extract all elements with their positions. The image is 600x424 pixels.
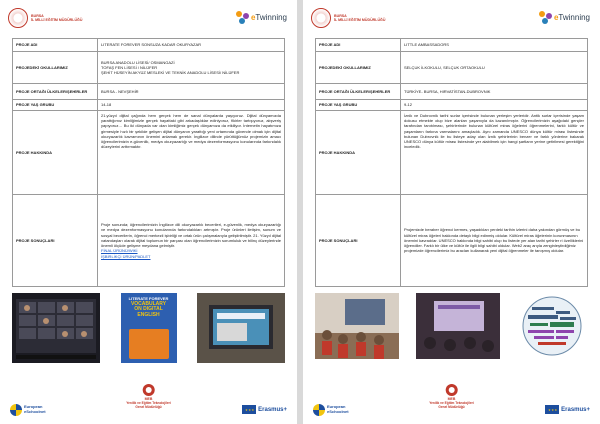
row-value (98, 195, 285, 287)
seal-icon (8, 8, 28, 28)
padlet-link[interactable]: İŞBİRLİKÇİ ÜRÜN/PADLET (101, 253, 151, 259)
eschoolnet-icon (10, 404, 22, 416)
erasmus-logo (242, 405, 287, 414)
row-label: PROJEDEKİ OKULLARIMIZ (13, 52, 98, 84)
row-label: PROJE YAŞ GRUBU (13, 100, 98, 111)
erasmus-logo (545, 405, 590, 414)
school-logo (311, 8, 385, 28)
table-row (316, 100, 588, 111)
school-logo (8, 8, 82, 28)
logo-line: BURSA (334, 13, 347, 18)
etwinning-prefix: e (553, 13, 559, 22)
page-header (8, 8, 289, 32)
poster-line: ENGLISH (137, 311, 160, 318)
meb-title: MEB (447, 397, 456, 401)
row-label: PROJE YAŞ GRUBU (316, 100, 401, 111)
photo-strip (12, 292, 285, 364)
table-row (13, 84, 285, 100)
poster-line: LITERATE FOREVER (128, 296, 169, 301)
page-header (311, 8, 592, 32)
meb-logo (429, 384, 474, 409)
table-row (316, 39, 588, 52)
row-value: BURSA - NEVŞEHİR (98, 84, 285, 100)
vocabulary-poster (121, 293, 177, 363)
table-row (13, 52, 285, 84)
row-label: PROJE ORTAĞI ÜLKELER/ŞEHİRLER (13, 84, 98, 100)
seal-icon (311, 8, 331, 28)
row-value: İznik ve Dubrovnik tarihi surlar içerisinde bulunan yerleşim yerleridir. Antik surlar içerisinde yaşam dokusu etmekte olup bize alanları yaşamıyla da kazanılmıştır. Öğrencilerimizin aşağıdaki gençler tarafından tanıtılması, şehirlerinde bulunan kültürel miras öğelerini öğrenmelerini, farklı kültür ve yaşamların farkına varmalarını amaçladık. Aynı zamanda UNESCO dünya kültür mirası listesinde bulunan Dubrovnik ile bu listeye aday olan İznik şehirlerinin benzer ve farklı yönlerine bakarak UNESCO dünya kültür mirası listesinde yer alabilmek için hangi şartların yerine getirilmesi gerektiğini inceledik. (401, 111, 588, 195)
es-line: eSchoolnet (327, 409, 349, 414)
video-call-photo (12, 293, 100, 363)
row-label: PROJEDEKİ OKULLARIMIZ (316, 52, 401, 84)
results-text: Proje sonunda; öğrencilerimizin İngilizce dili okuryazarlık becerileri, e-güvenlik, medya okuryazarlığı ve medya dezenformasyonu konularında farkındalıkları artmıştır. Proje ürünleri iletişim, sunum ve sosyal becerilerin, öğrenci merkezli işbirliği ve ortak ürün çalışmalarıyla geliştirilmiştir. 21. Yüzyıl dijital vatandaşları olarak dijital toplumun bir parçası olan öğrencilerimizin sorumluluk ve bilinç düzeylerinde önemli ölçüde gelişme meydana gelmiştir. (101, 222, 281, 249)
table-row (316, 195, 588, 287)
es-line: European (327, 404, 346, 410)
meb-icon (143, 384, 155, 396)
etwinning-icon (236, 11, 249, 24)
word-cloud-image (516, 293, 588, 363)
project-table (315, 38, 588, 287)
table-row (316, 111, 588, 195)
meb-title: MEB (144, 397, 153, 401)
wiki-link[interactable]: FİNAL ÜRÜNÜ/WIKİ (101, 248, 138, 254)
table-row (13, 195, 285, 287)
row-label: PROJE ADI (13, 39, 98, 52)
row-label: PROJE HAKKINDA (316, 111, 401, 195)
left-page (0, 0, 297, 424)
table-row (13, 100, 285, 111)
row-label: PROJE SONUÇLARI (13, 195, 98, 287)
row-value: 21.yüzyıl dijital çağında hem gerçek hem de sanal dünyalarda yaşıyoruz. Dijital dünyamızda yarattığımız kimliğimizle gerçek hayattaki gibi arkadaşlıklar ediniyoruz, fikirler tartışıyoruz, alışveriş yapıyoruz… Bu iki dünyada var olan kimliğimiz gerçek dünyamıza da etkiliyor. İnternetin hayatımıza girmesiyle hızlı bir şekilde gelişen dijital dünyanın yarattığı yeni ortamında güvende olmak için dijital okuryazarlık kavramının önemini anlamak gerekir. İngilizce dilinde yürüttüğümüz projemizin amacı öğrencilerimizin e-güvenlik, medya okuryazarlığı ve medya dezenformasyonu konularında farkındalık düzeylerini arttırmaktır. (98, 111, 285, 195)
row-value: 14-18 (98, 100, 285, 111)
logo-line: BURSA (31, 13, 44, 18)
page-footer (313, 384, 590, 418)
meb-subtitle: Genel Müdürlüğü (438, 405, 465, 409)
es-line: European (24, 404, 43, 410)
project-table (12, 38, 285, 287)
row-value: 9-12 (401, 100, 588, 111)
eu-flag-icon (545, 405, 559, 414)
row-label: PROJE SONUÇLARI (316, 195, 401, 287)
row-value: BURSA ANADOLU LİSESİ/ OSMANGAZİ TOFAŞ FEN LİSESİ / NİLÜFER ŞEHİT HÜSEYİN AKYÜZ MESLEKİ VE TEKNİK ANADOLU LİSESİ/ NİLÜFER (98, 52, 285, 84)
etwinning-logo (539, 11, 590, 24)
photo-strip (315, 292, 588, 364)
eschoolnet-icon (313, 404, 325, 416)
logo-line: İL MİLLİ EĞİTİM MÜDÜRLÜĞÜ (334, 18, 386, 22)
table-row (316, 52, 588, 84)
erasmus-text: Erasmus+ (561, 406, 590, 413)
meb-subtitle: Yenilik ve Eğitim Teknolojileri (126, 401, 171, 405)
row-value: LITTLE AMBASSADORS (401, 39, 588, 52)
erasmus-text: Erasmus+ (258, 406, 287, 413)
page-footer (10, 384, 287, 418)
table-row (13, 111, 285, 195)
meb-icon (446, 384, 458, 396)
row-label: PROJE ADI (316, 39, 401, 52)
meb-subtitle: Yenilik ve Eğitim Teknolojileri (429, 401, 474, 405)
meb-logo (126, 384, 171, 409)
etwinning-icon (539, 11, 552, 24)
poster-line: ON DIGITAL (134, 306, 163, 312)
european-schoolnet-logo (313, 404, 349, 416)
row-label: PROJE HAKKINDA (13, 111, 98, 195)
etwinning-prefix: e (250, 13, 256, 22)
row-value: TÜRKİYE- BURSA, HIRVATİSTAN-DUBROVNIK (401, 84, 588, 100)
row-label: PROJE ORTAĞI ÜLKELER/ŞEHİRLER (316, 84, 401, 100)
logo-line: İL MİLLİ EĞİTİM MÜDÜRLÜĞÜ (31, 18, 83, 22)
poster-line: VOCABULARY (130, 300, 167, 307)
table-row (316, 84, 588, 100)
table-row (13, 39, 285, 52)
es-line: eSchoolnet (24, 409, 46, 414)
projection-photo (416, 293, 500, 363)
classroom-screen-photo (197, 293, 285, 363)
row-value: SELÇUK İLKOKULU, SELÇUK ORTAOKULU (401, 52, 588, 84)
row-value: Projemizde beraber öğrenci kermes, yaşadıkları yerdeki tarihin izlerini daha yakından görmüş ve bu kültürel miras öğeleri hakkında detaylı bilgi edinmiş oldular. Kültürel miras öğelerinin korunmasının önemini kavradılar. UNESCO hakkında bilgi sahibi olup bu listede yer alan tarihi şehirler ri özelliklerini öğrendiler. Farklı bir ülke ve kültür ile ilgili bilgi sahibi oldular. Web2 araç arıyla zenginleştirdiğimiz projemizde öğrencilerimiz bu aracları kullanarak yeni dijital öğrenmeler ile tanışmış oldular. (401, 195, 588, 287)
etwinning-word: Twinning (255, 13, 287, 22)
row-value: LITERATE FOREVER SONSUZA KADAR OKURYAZAR (98, 39, 285, 52)
european-schoolnet-logo (10, 404, 46, 416)
classroom-photo (315, 293, 399, 363)
meb-subtitle: Genel Müdürlüğü (135, 405, 162, 409)
eu-flag-icon (242, 405, 256, 414)
poster-image (129, 329, 169, 359)
etwinning-word: Twinning (558, 13, 590, 22)
etwinning-logo (236, 11, 287, 24)
right-page (303, 0, 600, 424)
